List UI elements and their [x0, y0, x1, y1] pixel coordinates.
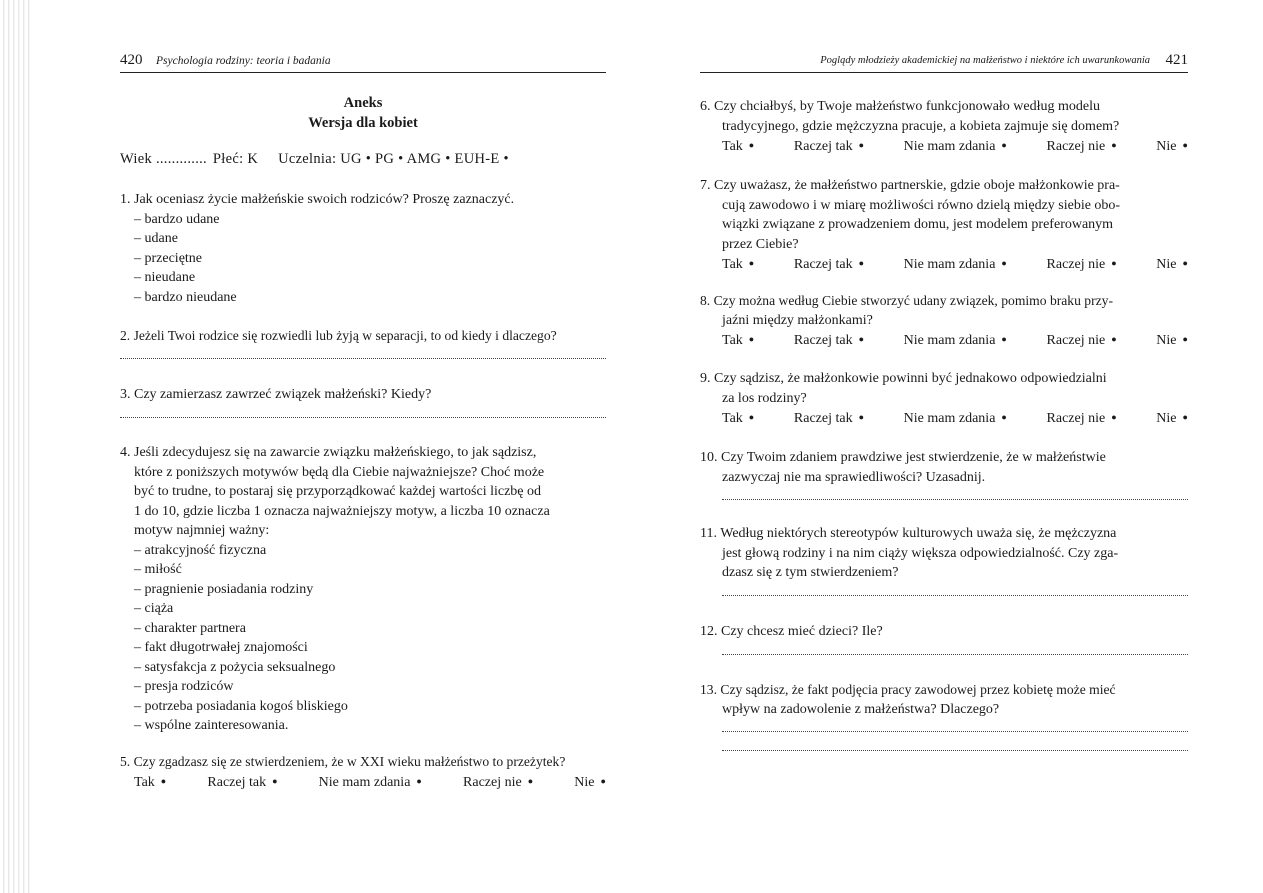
answer-line	[722, 721, 1188, 732]
question-text: cują zawodowo i w miarę możliwości równo dzielą między siebie obo-	[722, 197, 1121, 213]
question-text: 9. Czy sądzisz, że małżonkowie powinni być jednakowo odpowiedzialni	[700, 371, 1107, 386]
question-7	[700, 176, 1188, 275]
answer-option: Tak	[722, 257, 743, 272]
question-1	[120, 190, 606, 307]
option: – miłość	[134, 562, 182, 577]
question-text: być to trudne, to postaraj się przyporządkować każdej wartości liczbę od	[134, 484, 542, 499]
answer-option: Nie	[574, 774, 595, 790]
answer-option: Raczej tak	[793, 333, 853, 348]
left-page	[120, 0, 606, 893]
option: – nieudane	[134, 270, 196, 285]
answer-line	[120, 348, 606, 359]
question-10	[700, 448, 1188, 500]
question-text: 11. Według niektórych stereotypów kulturowych uważa się, że mężczyzna	[700, 526, 1117, 541]
question-text: 6. Czy chciałbyś, by Twoje małżeństwo funkcjonowało według modelu	[700, 99, 1101, 114]
question-text: które z poniższych motywów będą dla Ciebie najważniejsze? Choć może	[134, 464, 545, 480]
option: – ciąża	[134, 601, 174, 616]
option: – udane	[134, 231, 178, 246]
question-text: 4. Jeśli zdecydujesz się na zawarcie związku małżeńskiego, to jak sądzisz,	[120, 445, 537, 460]
question-text: motyw najmniej ważny:	[134, 523, 270, 538]
question-text: wpływ na zadowolenie z małżeństwa? Dlaczego?	[722, 701, 1000, 717]
answer-option: Nie mam zdania	[903, 411, 996, 426]
gender-field: Płeć: K	[212, 151, 259, 167]
question-text: dzasz się z tym stwierdzeniem?	[722, 565, 899, 580]
option: – charakter partnera	[134, 620, 246, 636]
question-text: 5. Czy zgadzasz się ze stwierdzeniem, że w XXI wieku małżeństwo to przeżytek?	[120, 754, 566, 769]
answer-option: Raczej tak	[207, 774, 267, 790]
answer-option: Nie mam zdania	[903, 139, 996, 154]
appendix-heading	[120, 93, 606, 133]
answer-option: Nie	[1156, 333, 1177, 348]
option: – przeciętne	[134, 250, 203, 266]
appendix-title: Aneks	[343, 95, 383, 111]
university-field: Uczelnia: UG • PG • AMG • EUH-E •	[278, 151, 509, 167]
option: – wspólne zainteresowania.	[134, 718, 289, 733]
option: – presja rodziców	[134, 679, 234, 694]
answer-option: Nie mam zdania	[318, 774, 411, 790]
question-text: 10. Czy Twoim zdaniem prawdziwe jest stwierdzenie, że w małżeństwie	[700, 450, 1106, 465]
question-12	[700, 622, 1188, 655]
question-text: jest głową rodziny i na nim ciąży większa odpowiedzialność. Czy zga-	[722, 545, 1119, 561]
option: – fakt długotrwałej znajomości	[134, 640, 308, 655]
answer-option: Nie mam zdania	[903, 333, 996, 348]
answer-line	[722, 489, 1188, 500]
question-text: 8. Czy można według Ciebie stworzyć udany związek, pomimo braku przy-	[700, 293, 1113, 308]
answer-line	[722, 740, 1188, 751]
question-6	[700, 97, 1188, 157]
answer-option: Raczej nie	[463, 774, 522, 790]
question-text: tradycyjnego, gdzie mężczyzna pracuje, a kobieta zajmuje się domem?	[722, 118, 1120, 134]
question-2	[120, 326, 606, 359]
appendix-subtitle: Wersja dla kobiet	[308, 115, 418, 131]
question-text: 12. Czy chcesz mieć dzieci? Ile?	[700, 624, 883, 639]
question-text: 3. Czy zamierzasz zawrzeć związek małżeński? Kiedy?	[120, 387, 432, 402]
question-text: 1 do 10, gdzie liczba 1 oznacza najważniejszy motyw, a liczba 10 oznacza	[134, 503, 550, 519]
answer-option: Tak	[134, 774, 155, 790]
respondent-meta	[120, 151, 511, 168]
question-3	[120, 385, 606, 418]
question-text: zazwyczaj nie ma sprawiedliwości? Uzasadnij.	[722, 469, 986, 485]
answer-option: Raczej tak	[793, 139, 853, 154]
answer-scale: Tak ● Raczej tak ● Nie mam zdania ● Raczej nie ● Nie ●	[722, 257, 1188, 272]
running-title: Psychologia rodziny: teoria i badania	[156, 55, 331, 67]
answer-scale: Tak ● Raczej tak ● Nie mam zdania ● Raczej nie ● Nie ●	[722, 333, 1188, 348]
question-4	[120, 443, 606, 736]
age-field: Wiek .............	[120, 151, 207, 167]
question-9	[700, 369, 1188, 429]
answer-scale: Tak ● Raczej tak ● Nie mam zdania ● Raczej nie ● Nie ●	[134, 774, 606, 790]
question-11	[700, 524, 1188, 596]
answer-option: Nie mam zdania	[903, 257, 996, 272]
answer-scale: Tak ● Raczej tak ● Nie mam zdania ● Raczej nie ● Nie ●	[722, 139, 1188, 154]
running-title: Poglądy młodzieży akademickiej na małżeństwo i niektóre ich uwarunkowania	[820, 55, 1150, 66]
page-number: 421	[1165, 52, 1188, 68]
answer-option: Raczej tak	[793, 257, 853, 272]
answer-option: Tak	[722, 411, 743, 426]
question-text: jaźni między małżonkami?	[722, 312, 873, 328]
answer-option: Nie	[1156, 257, 1177, 272]
page-number: 420	[120, 52, 143, 68]
option: – pragnienie posiadania rodziny	[134, 581, 314, 597]
answer-line	[722, 644, 1188, 655]
question-text: wiązki związane z prowadzeniem domu, jest modelem preferowanym	[722, 217, 1114, 232]
option: – bardzo udane	[134, 211, 220, 227]
answer-option: Raczej tak	[793, 411, 853, 426]
question-text: przez Ciebie?	[722, 236, 799, 252]
answer-option: Nie	[1156, 411, 1177, 426]
answer-option: Nie	[1156, 139, 1177, 154]
answer-line	[722, 585, 1188, 596]
answer-option: Raczej nie	[1046, 139, 1106, 154]
answer-line	[120, 407, 606, 418]
left-page-header	[120, 50, 606, 73]
question-13	[700, 680, 1188, 751]
question-5	[120, 752, 606, 792]
question-text: 1. Jak oceniasz życie małżeńskie swoich rodziców? Proszę zaznaczyć.	[120, 192, 515, 207]
answer-scale: Tak ● Raczej tak ● Nie mam zdania ● Raczej nie ● Nie ●	[722, 411, 1188, 426]
scan-binding-edge	[0, 0, 30, 893]
right-page	[700, 0, 1188, 893]
option: – potrzeba posiadania kogoś bliskiego	[134, 698, 348, 714]
question-8	[700, 291, 1188, 351]
answer-option: Tak	[722, 333, 743, 348]
answer-option: Raczej nie	[1046, 333, 1106, 348]
answer-option: Raczej nie	[1046, 257, 1106, 272]
answer-option: Tak	[722, 139, 743, 154]
question-text: 13. Czy sądzisz, że fakt podjęcia pracy zawodowej przez kobietę może mieć	[700, 682, 1116, 697]
question-text: za los rodziny?	[722, 390, 807, 406]
option: – satysfakcja z pożycia seksualnego	[134, 659, 336, 675]
option: – atrakcyjność fizyczna	[134, 542, 267, 558]
answer-option: Raczej nie	[1046, 411, 1106, 426]
option: – bardzo nieudane	[134, 289, 237, 305]
question-text: 7. Czy uważasz, że małżeństwo partnerskie, gdzie oboje małżonkowie pra-	[700, 178, 1120, 193]
question-text: 2. Jeżeli Twoi rodzice się rozwiedli lub żyją w separacji, to od kiedy i dlaczego?	[120, 328, 557, 343]
right-page-header	[700, 50, 1188, 73]
